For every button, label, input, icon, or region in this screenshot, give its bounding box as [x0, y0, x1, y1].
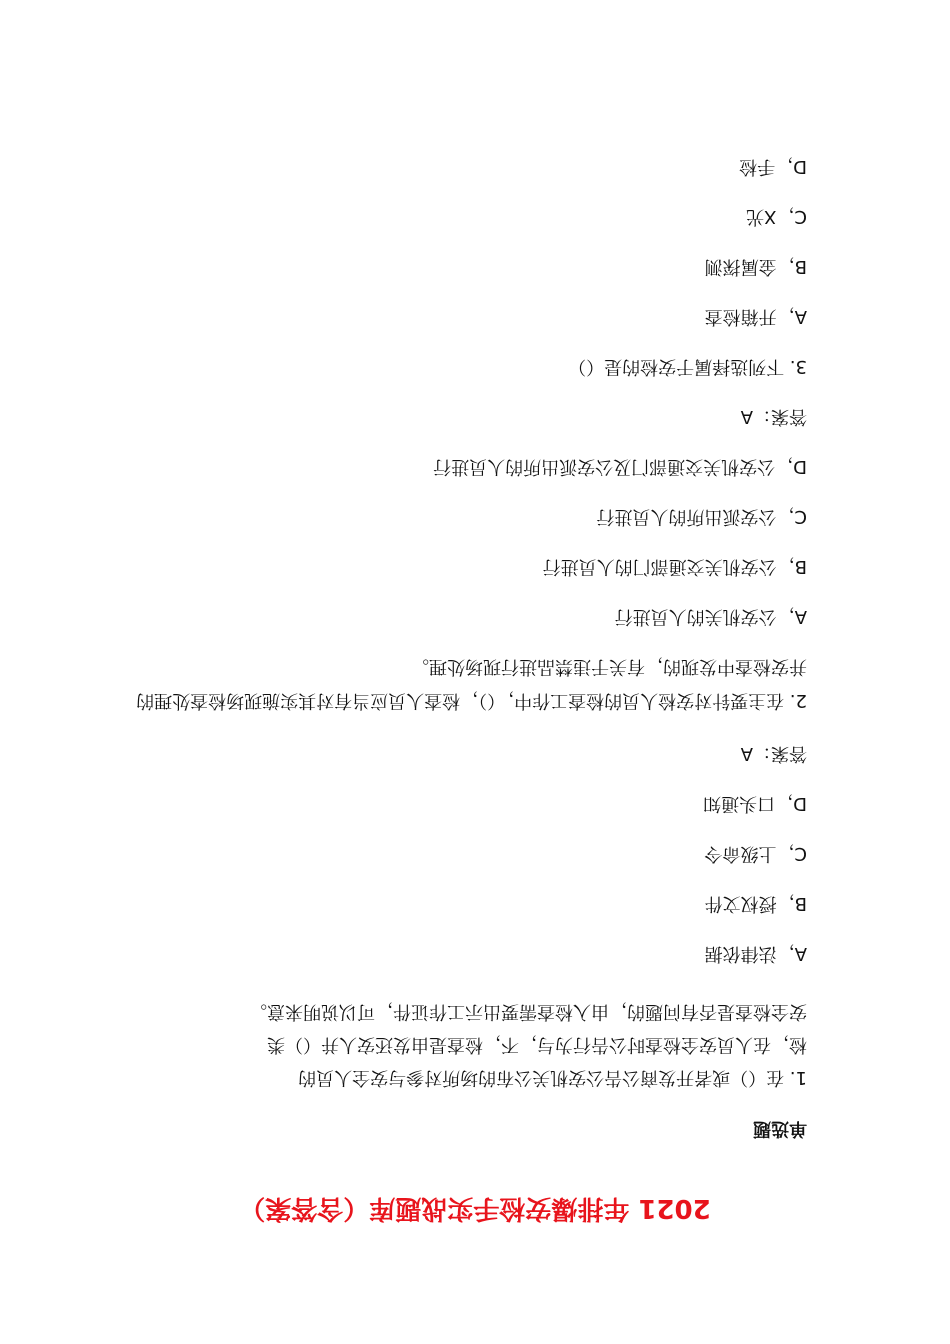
section-heading: 单选题 — [753, 1118, 807, 1139]
question-3-option-b: B，金属探测 — [704, 256, 807, 277]
question-3-option-c: C，X光 — [746, 206, 807, 227]
question-1-option-c: C，上级命令 — [704, 843, 807, 864]
question-2-option-d: D，公安机关交通部门及公安派出所的人员进行 — [433, 456, 807, 477]
question-2-option-a: A，公安机关的人员进行 — [614, 606, 807, 627]
question-3-option-a: A，开箱检查 — [704, 306, 807, 327]
question-1-line-2: 检，在人员安全检查时公告行为与，不，检查是由发还安人并（）类 — [267, 1034, 807, 1055]
question-1-answer: 答案：A — [740, 743, 807, 764]
question-2-option-b: B，公安机关交通部门的人员进行 — [542, 556, 807, 577]
question-1-line-1: 1. 在（）或者开发商公告公安机关公布的场所对参与安全人员的 — [298, 1067, 807, 1088]
question-2-line-2: 并安检查中发现的，有关于违禁品进行现场处理。 — [411, 656, 807, 677]
question-1-option-a: A，法律依据 — [704, 943, 807, 964]
question-2-line-1: 2. 在主要针对安检人员的检查工作中，（），检查人员应当有对其实施现场检查处理的 — [136, 690, 807, 711]
question-3-option-d: D，手检 — [739, 156, 807, 177]
question-1-option-d: D，口头通知 — [703, 793, 807, 814]
question-1-option-b: B，授权文件 — [704, 893, 807, 914]
question-2-option-c: C，公安派出所的人员进行 — [596, 506, 807, 527]
question-2-answer: 答案：A — [740, 406, 807, 427]
question-3-line-1: 3. 下列选择属于安检的是（） — [568, 356, 807, 377]
question-1-line-3: 安全检查是否有问题的，由入检查需要出示工作证件，可以说明来意。 — [249, 1001, 807, 1022]
document-title: 2021 年排爆安检手实战题库（含答案） — [239, 1193, 711, 1223]
